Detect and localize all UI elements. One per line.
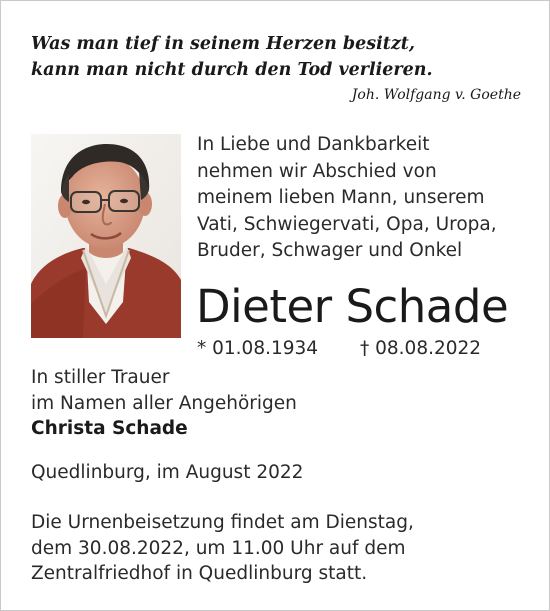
place-and-date: Quedlinburg, im August 2022 [31, 462, 304, 483]
deceased-name: Dieter Schade [196, 280, 509, 333]
intro-line-2: nehmen wir Abschied von [197, 160, 437, 182]
portrait-photo [31, 134, 181, 338]
death-date: † 08.08.2022 [360, 338, 482, 359]
intro-line-4: Vati, Schwiegervati, Opa, Uropa, [197, 213, 497, 235]
funeral-info [31, 510, 531, 587]
quote-author: Joh. Wolfgang v. Goethe [351, 87, 521, 103]
goethe-quote [31, 31, 531, 83]
funeral-line-1: Die Urnenbeisetzung findet am Dienstag, [31, 512, 414, 533]
life-dates [197, 336, 527, 362]
intro-line-5: Bruder, Schwager und Onkel [197, 240, 463, 261]
quote-line-1: Was man tief in seinem Herzen besitzt, [31, 34, 415, 54]
mourning-line-1: In stiller Trauer [31, 367, 170, 388]
birth-date: * 01.08.1934 [197, 338, 319, 359]
portrait-illustration [31, 134, 181, 338]
intro-line-1: In Liebe und Dankbarkeit [197, 134, 430, 155]
mourning-line-2: im Namen aller Angehörigen [31, 392, 297, 414]
mourning-block [31, 365, 521, 442]
intro-line-3: meinem lieben Mann, unserem [197, 187, 485, 208]
funeral-line-2: dem 30.08.2022, um 11.00 Uhr auf dem [31, 537, 406, 559]
funeral-line-3: Zentralfriedhof in Quedlinburg statt. [31, 563, 368, 584]
farewell-text [197, 132, 527, 265]
signer-name: Christa Schade [31, 418, 188, 439]
quote-line-2: kann man nicht durch den Tod verlieren. [31, 60, 433, 80]
